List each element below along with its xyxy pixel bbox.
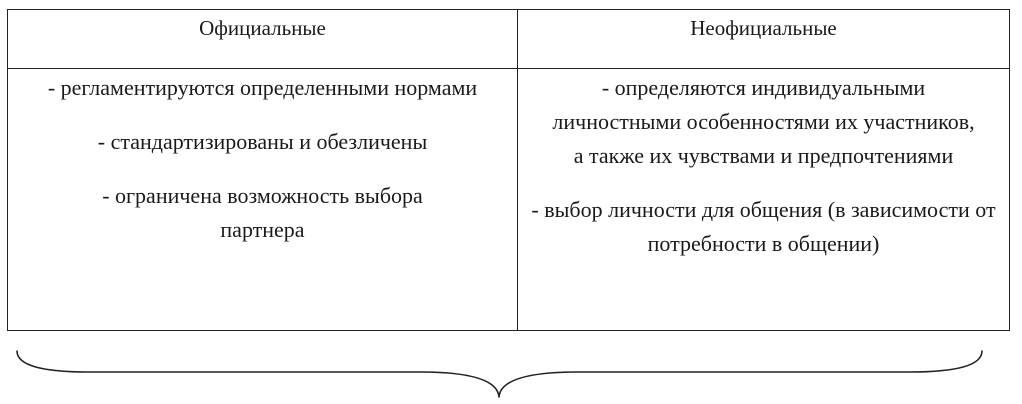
- header-unofficial: Неофициальные: [518, 10, 1010, 69]
- comparison-table: [7, 9, 1010, 331]
- curly-brace: [0, 345, 1022, 404]
- unofficial-item: - выбор личности для общения (в зависимости от потребности в общении): [531, 197, 996, 256]
- unofficial-cell: [518, 69, 1010, 331]
- official-item: - стандартизированы и обезличены: [97, 129, 428, 154]
- unofficial-item: - определяются индивидуальными личностными особенностями их участников, а также их чувствами и предпочтениями: [552, 75, 975, 168]
- official-item: - регламентируются определенными нормами: [47, 75, 478, 100]
- official-item: - ограничена возможность выбора партнера: [102, 183, 423, 242]
- content-row: [8, 69, 1010, 331]
- header-row: [8, 10, 1010, 69]
- header-official: Официальные: [8, 10, 518, 69]
- official-cell: [8, 69, 518, 331]
